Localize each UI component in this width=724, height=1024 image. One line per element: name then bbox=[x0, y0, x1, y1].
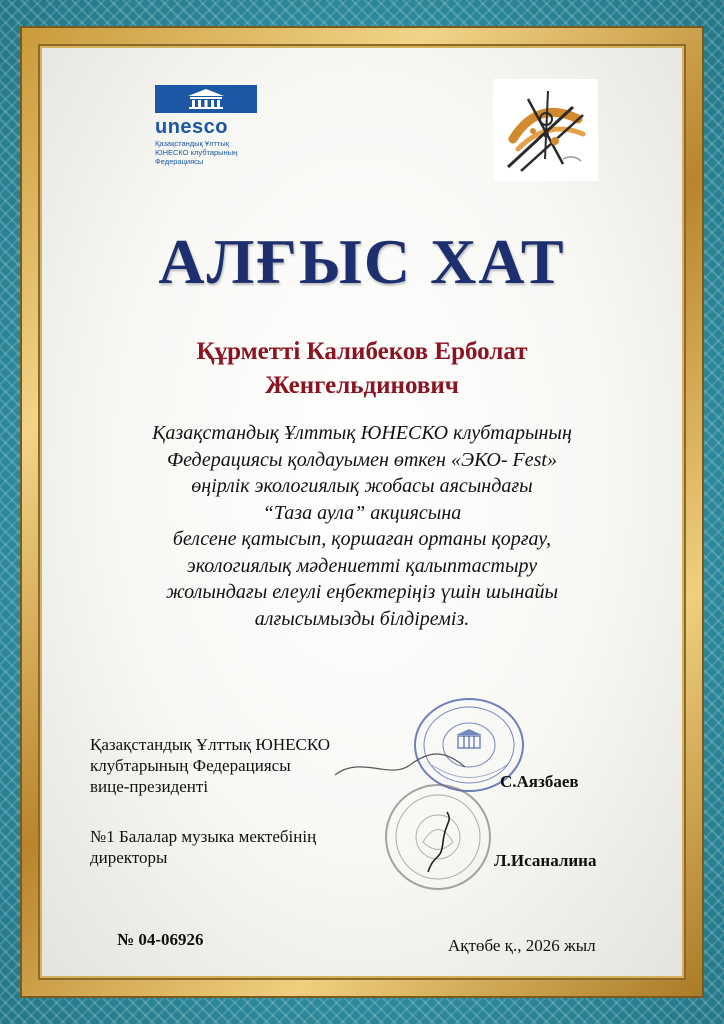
unesco-temple-icon bbox=[155, 85, 257, 113]
recipient-line-2: Женгельдинович bbox=[265, 372, 459, 399]
body-line: белсене қатысып, қоршаған ортаны қорғау, bbox=[172, 528, 552, 550]
body-line: Қазақстандық Ұлттық ЮНЕСКО клубтарының bbox=[152, 422, 572, 444]
unesco-subtitle-1: Қазақстандық Ұлттық bbox=[155, 139, 229, 148]
signatory-2-name: Л.Исаналина bbox=[494, 851, 597, 870]
recipient-line-1: Құрметті Калибеков Ерболат bbox=[196, 338, 528, 365]
signatory-1-position-line: клубтарының Федерациясы bbox=[90, 756, 291, 775]
signatory-2-position bbox=[90, 826, 390, 868]
signatory-2-position-line: №1 Балалар музыка мектебінің bbox=[90, 827, 317, 846]
certificate-number: № 04-06926 bbox=[117, 930, 204, 949]
signature-1-icon bbox=[330, 745, 470, 785]
body-line: өңірлік экологиялық жобасы аясындағы bbox=[191, 475, 533, 497]
body-line: “Таза аула” акциясына bbox=[262, 501, 462, 524]
place-and-date: Ақтөбе қ., 2026 жыл bbox=[448, 936, 596, 955]
body-line: Федерациясы қолдауымен өткен «ЭКО- Fest» bbox=[167, 448, 557, 471]
signatory-1-name: С.Аязбаев bbox=[500, 772, 579, 791]
signatory-2-position-line: директоры bbox=[90, 848, 168, 867]
body-line: экологиялық мәдениетті қалыптастыру bbox=[186, 554, 538, 577]
recipient-block bbox=[0, 335, 724, 403]
unesco-subtitle-3: Федерациясы bbox=[155, 157, 204, 166]
body-line: алғысымызды білдіреміз. bbox=[254, 607, 470, 630]
body-line: жолындағы елеулі еңбектеріңіз үшін шынайы bbox=[165, 581, 559, 603]
signatory-1-position-line: Қазақстандық Ұлттық ЮНЕСКО bbox=[90, 735, 331, 754]
certificate-body bbox=[70, 420, 654, 632]
signatory-1-position-line: вице-президенті bbox=[90, 777, 209, 796]
certificate-title: АЛҒЫС ХАТ bbox=[158, 226, 566, 297]
eco-fest-logo-icon bbox=[493, 79, 598, 181]
school-stamp-icon bbox=[383, 782, 493, 892]
unesco-logo bbox=[155, 85, 265, 170]
unesco-wordmark: unesco bbox=[155, 116, 229, 138]
unesco-subtitle-2: ЮНЕСКО клубтарының bbox=[155, 148, 238, 157]
